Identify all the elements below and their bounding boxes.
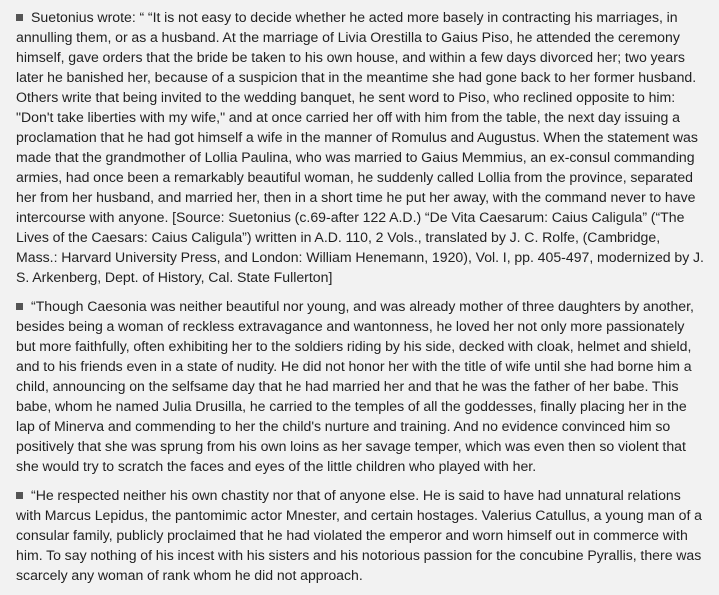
paragraph-text: “Though Caesonia was neither beautiful nor young, and was already mother of three daughters by another, besides being a woman of reckless extravagance and wantonness, he loved her not only more passionately but more faithfully, often exhibiting her to the soldiers riding by his side, decked with cloak, helmet and shield, and to his friends even in a state of nudity. He did not honor her with the title of wife until she had borne him a child, announcing on the selfsame day that he had married her and that he was the father of her babe. This babe, whom he named Julia Drusilla, he carried to the temples of all the goddesses, finally placing her in the lap of Minerva and commending to her the child's nurture and training. And no evidence convinced him so positively that she was sprung from his own loins as her savage temper, which was even then so violent that she would try to scratch the faces and eyes of the little children who played with her. [16,298,694,474]
paragraph-text: “He respected neither his own chastity nor that of anyone else. He is said to have had unnatural relations with Marcus Lepidus, the pantomimic actor Mnester, and certain hostages. Valerius Catullus, a young man of a consular family, publicly proclaimed that he had violated the emperor and worn himself out in commerce with him. To say nothing of his incest with his sisters and his notorious passion for the concubine Pyrallis, there was scarcely any woman of rank whom he did not approach. [16,487,702,583]
square-bullet-icon [16,14,23,21]
paragraph-chastity [16,485,705,585]
paragraph-suetonius-marriages [16,7,705,287]
paragraph-text: Suetonius wrote: “ “It is not easy to decide whether he acted more basely in contracting his marriages, in annulling them, or as a husband. At the marriage of Livia Orestilla to Gaius Piso, he attended the ceremony himself, gave orders that the bride be taken to his own house, and within a few days divorced her; two years later he banished her, because of a suspicion that in the meantime she had gone back to her former husband. Others write that being invited to the wedding banquet, he sent word to Piso, who reclined opposite to him: "Don't take liberties with my wife," and at once carried her off with him from the table, the next day issuing a proclamation that he had got himself a wife in the manner of Romulus and Augustus. When the statement was made that the grandmother of Lollia Paulina, who was married to Gaius Memmius, an ex-consul commanding armies, had once been a remarkably beautiful woman, he suddenly called Lollia from the province, separated her from her husband, and married her, then in a short time he put her away, with the command never to have intercourse with anyone. [Source: Suetonius (c.69-after 122 A.D.) “De Vita Caesarum: Caius Caligula” (“The Lives of the Caesars: Caius Caligula”) written in A.D. 110, 2 Vols., translated by J. C. Rolfe, (Cambridge, Mass.: Harvard University Press, and London: William Henemann, 1920), Vol. I, pp. 405-497, modernized by J. S. Arkenberg, Dept. of History, Cal. State Fullerton] [16,9,704,285]
square-bullet-icon [16,492,23,499]
paragraph-caesonia [16,296,705,476]
square-bullet-icon [16,303,23,310]
